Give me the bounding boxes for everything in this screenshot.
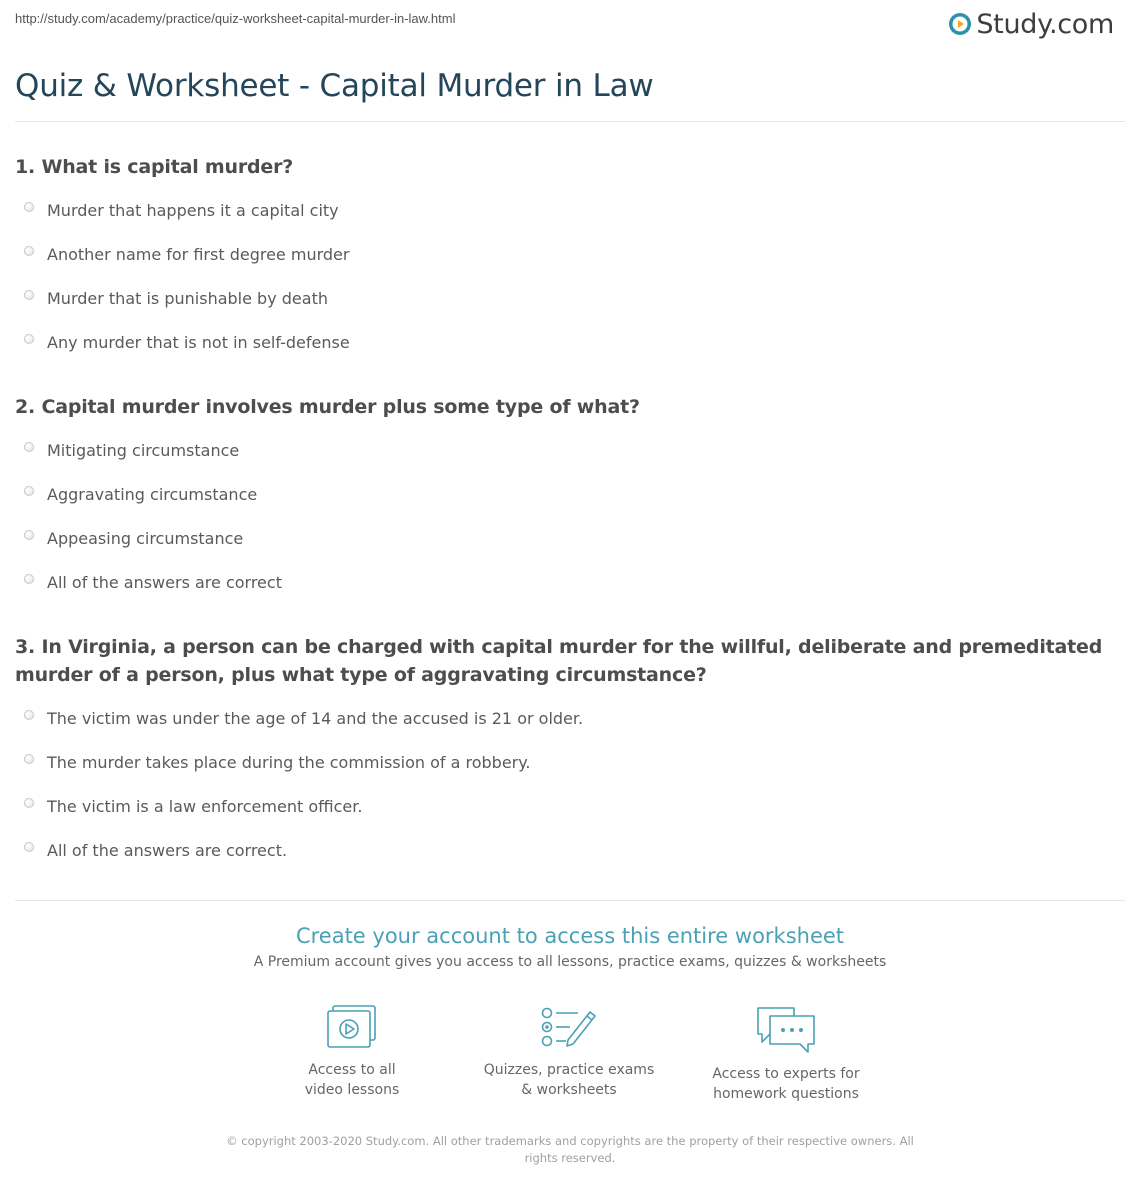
radio-icon[interactable]	[24, 290, 34, 300]
chat-bubbles-icon	[754, 1004, 818, 1054]
feature-label-line2: video lessons	[304, 1082, 400, 1098]
feature-label-line1: Access to experts for	[712, 1066, 860, 1082]
option-label: Murder that happens it a capital city	[47, 200, 339, 220]
option-label: The murder takes place during the commission of a robbery.	[47, 752, 531, 772]
option-label: Mitigating circumstance	[47, 440, 240, 460]
option-label: The victim was under the age of 14 and the accused is 21 or older.	[47, 708, 584, 728]
question-1: 1. What is capital murder?	[15, 156, 294, 178]
radio-icon[interactable]	[24, 842, 34, 852]
title-divider	[15, 121, 1125, 122]
top-bar	[0, 0, 1140, 50]
radio-icon[interactable]	[24, 334, 34, 344]
feature-label-line1: Quizzes, practice exams	[483, 1062, 655, 1078]
promo-divider	[15, 900, 1125, 901]
option-label: Appeasing circumstance	[47, 528, 244, 548]
promo-title[interactable]: Create your account to access this entire worksheet	[295, 924, 845, 948]
radio-icon[interactable]	[24, 710, 34, 720]
question-3-option-3[interactable]	[24, 794, 362, 818]
feature-experts	[686, 1004, 886, 1104]
radio-icon[interactable]	[24, 574, 34, 584]
option-label: The victim is a law enforcement officer.	[47, 796, 363, 816]
option-label: Aggravating circumstance	[47, 484, 258, 504]
feature-label-line2: & worksheets	[521, 1082, 617, 1098]
study-logo[interactable]	[948, 6, 1114, 42]
option-label: All of the answers are correct.	[47, 840, 288, 860]
quiz-checklist-icon	[540, 1004, 598, 1050]
feature-label-line1: Access to all	[308, 1062, 396, 1078]
logo-text: Study.com	[976, 8, 1114, 40]
question-3-option-2[interactable]	[24, 750, 531, 774]
promo-subtitle: A Premium account gives you access to all lessons, practice exams, quizzes & worksheets	[253, 954, 887, 970]
question-1-option-1[interactable]	[24, 198, 339, 222]
question-3-option-4[interactable]	[24, 838, 287, 862]
feature-label-line2: homework questions	[713, 1086, 859, 1102]
question-1-option-4[interactable]	[24, 330, 350, 354]
question-2: 2. Capital murder involves murder plus some type of what?	[15, 396, 640, 418]
question-3: 3. In Virginia, a person can be charged with capital murder for the willful, deliberate and premeditated murder of a person, plus what type of aggravating circumstance?	[15, 636, 1103, 686]
question-2-option-3[interactable]	[24, 526, 243, 550]
option-label: Any murder that is not in self-defense	[47, 332, 350, 352]
question-2-option-4[interactable]	[24, 570, 282, 594]
option-label: Another name for first degree murder	[47, 244, 350, 264]
question-1-option-3[interactable]	[24, 286, 328, 310]
question-2-option-2[interactable]	[24, 482, 257, 506]
copyright-notice: © copyright 2003-2020 Study.com. All other trademarks and copyrights are the property of their respective owners. All rights reserved.	[226, 1134, 914, 1165]
radio-icon[interactable]	[24, 246, 34, 256]
option-label: All of the answers are correct	[47, 572, 282, 592]
question-2-option-1[interactable]	[24, 438, 239, 462]
radio-icon[interactable]	[24, 754, 34, 764]
radio-icon[interactable]	[24, 530, 34, 540]
radio-icon[interactable]	[24, 798, 34, 808]
radio-icon[interactable]	[24, 486, 34, 496]
option-label: Murder that is punishable by death	[47, 288, 328, 308]
video-lessons-icon	[326, 1004, 378, 1050]
radio-icon[interactable]	[24, 442, 34, 452]
question-3-option-1[interactable]	[24, 706, 583, 730]
feature-video-lessons	[252, 1004, 452, 1100]
feature-quizzes	[469, 1004, 669, 1100]
radio-icon[interactable]	[24, 202, 34, 212]
page-url[interactable]: http://study.com/academy/practice/quiz-worksheet-capital-murder-in-law.html	[15, 11, 456, 26]
play-circle-icon	[948, 12, 972, 36]
page-title: Quiz & Worksheet - Capital Murder in Law	[15, 68, 654, 104]
question-1-option-2[interactable]	[24, 242, 349, 266]
